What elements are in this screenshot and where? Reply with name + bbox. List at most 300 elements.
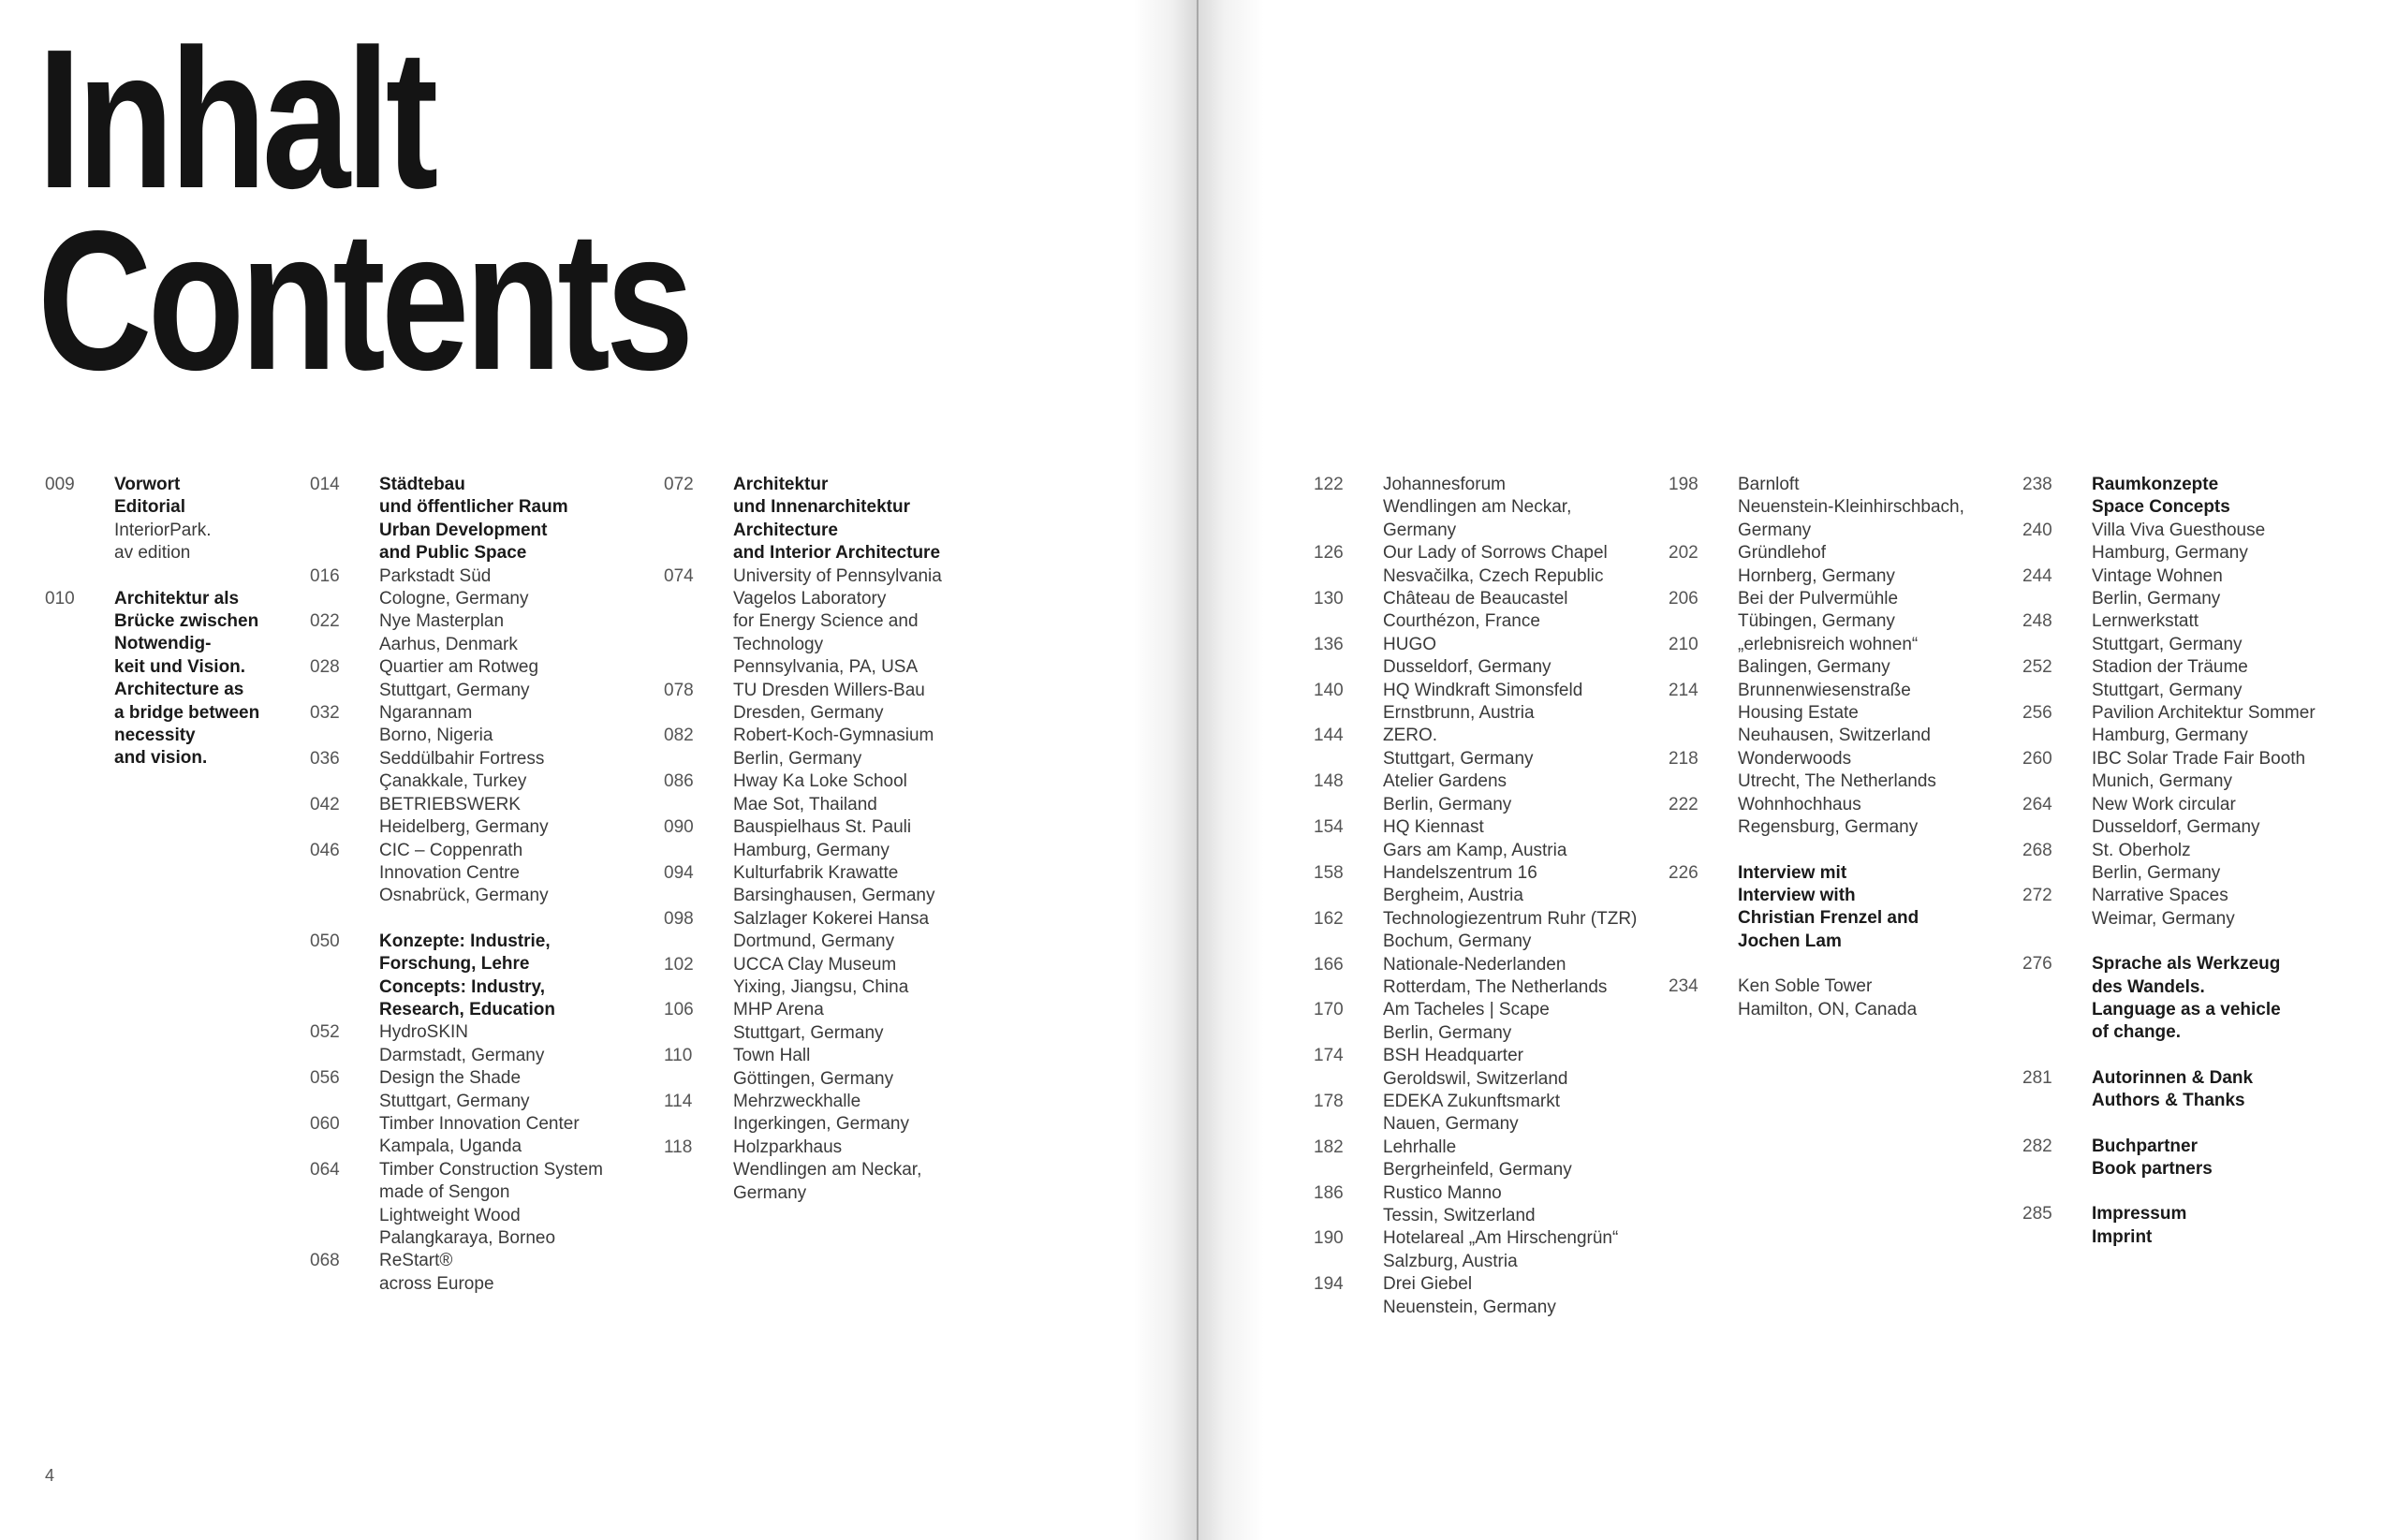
toc-entry-text xyxy=(1383,588,1568,634)
toc-entry xyxy=(2022,565,2316,611)
toc-entry-line: BETRIEBSWERK xyxy=(379,794,521,814)
toc-entry-page-number: 050 xyxy=(310,931,340,951)
toc-entry-text xyxy=(2092,1203,2186,1249)
toc-entry-line: Dortmund, Germany xyxy=(733,931,895,952)
toc-entry-text xyxy=(1738,588,1898,634)
toc-entry-line: Wonderwoods xyxy=(1738,748,1852,769)
toc-entry-line: Am Tacheles | Scape xyxy=(1383,1000,1550,1020)
toc-entry-text xyxy=(2092,1067,2253,1113)
toc-column-2 xyxy=(310,474,603,1296)
toc-entry xyxy=(664,999,942,1045)
toc-entry-line: Hornberg, Germany xyxy=(1738,565,1895,586)
toc-entry-line: Town Hall xyxy=(733,1046,811,1066)
toc-entry-text xyxy=(379,840,549,908)
toc-entry-page-number: 022 xyxy=(310,611,340,632)
toc-entry xyxy=(1314,634,1637,680)
toc-entry-page-number: 174 xyxy=(1314,1046,1344,1066)
toc-entry xyxy=(664,565,942,680)
toc-entry-heading-line: Notwendig- xyxy=(114,634,212,654)
title-line-german: Inhalt xyxy=(37,7,434,229)
toc-entry-text xyxy=(1383,725,1534,770)
toc-entry-heading-line: Imprint xyxy=(2092,1226,2153,1247)
toc-entry xyxy=(2022,794,2316,840)
toc-entry-line: Weimar, Germany xyxy=(2092,908,2235,929)
toc-entry-line: av edition xyxy=(114,543,191,564)
toc-entry-page-number: 009 xyxy=(45,475,75,494)
toc-entry-page-number: 276 xyxy=(2022,954,2052,975)
toc-entry-page-number: 206 xyxy=(1669,589,1698,609)
toc-entry-line: Stuttgart, Germany xyxy=(379,680,530,700)
toc-entry-page-number: 256 xyxy=(2022,703,2052,724)
toc-entry-page-number: 072 xyxy=(664,475,694,494)
toc-entry-page-number: 170 xyxy=(1314,1000,1344,1020)
toc-entry-text xyxy=(379,1159,603,1251)
toc-entry xyxy=(2022,1067,2316,1113)
toc-entry-heading-line: Konzepte: Industrie, xyxy=(379,931,551,951)
toc-entry-text xyxy=(2092,520,2265,565)
toc-entry-text xyxy=(379,656,538,702)
toc-entry-line: HQ Kiennast xyxy=(1383,817,1484,838)
toc-entry-line: Borno, Nigeria xyxy=(379,726,493,746)
toc-entry xyxy=(1314,474,1637,542)
toc-entry-page-number: 268 xyxy=(2022,840,2052,860)
toc-entry-line: Bergheim, Austria xyxy=(1383,886,1523,906)
toc-entry-page-number: 060 xyxy=(310,1113,340,1134)
toc-entry-page-number: 162 xyxy=(1314,908,1344,929)
toc-entry-text xyxy=(1383,999,1550,1045)
toc-entry-line: Timber Innovation Center xyxy=(379,1113,580,1134)
toc-entry-line: Robert-Koch-Gymnasium xyxy=(733,726,934,746)
toc-entry xyxy=(2022,1136,2316,1181)
toc-column-6 xyxy=(2022,474,2316,1249)
toc-entry-line: Yixing, Jiangsu, China xyxy=(733,976,909,997)
toc-entry-text xyxy=(379,1113,580,1159)
toc-entry xyxy=(1669,474,1964,542)
toc-entry-page-number: 140 xyxy=(1314,680,1344,700)
toc-entry xyxy=(310,610,603,656)
toc-entry-text xyxy=(733,474,940,565)
toc-entry xyxy=(310,1159,603,1251)
toc-entry-page-number: 010 xyxy=(45,588,75,609)
toc-entry-page-number: 248 xyxy=(2022,611,2052,632)
toc-entry-line: CIC – Coppenrath xyxy=(379,840,523,860)
toc-entry-line: BSH Headquarter xyxy=(1383,1046,1523,1066)
toc-entry-page-number: 218 xyxy=(1669,748,1698,769)
toc-entry-page-number: 264 xyxy=(2022,794,2052,814)
toc-entry-line: UCCA Clay Museum xyxy=(733,954,897,975)
toc-entry-text xyxy=(1383,816,1566,862)
toc-entry-line: Housing Estate xyxy=(1738,703,1859,724)
toc-entry xyxy=(2022,474,2316,520)
toc-entry-line: Mehrzweckhalle xyxy=(733,1091,861,1111)
toc-entry xyxy=(1669,542,1964,588)
toc-entry-line: Wendlingen am Neckar, xyxy=(1383,497,1572,518)
toc-entry-line: Salzlager Kokerei Hansa xyxy=(733,908,930,929)
toc-entry-line: Atelier Gardens xyxy=(1383,771,1507,792)
toc-entry-line: Stuttgart, Germany xyxy=(2092,680,2243,700)
toc-entry-page-number: 282 xyxy=(2022,1136,2052,1156)
toc-entry xyxy=(664,862,942,908)
toc-entry xyxy=(1669,748,1964,794)
toc-entry xyxy=(1314,954,1637,1000)
toc-entry-heading-line: Architektur xyxy=(733,475,829,494)
toc-entry-line: Barsinghausen, Germany xyxy=(733,886,935,906)
toc-entry-text xyxy=(733,565,942,680)
toc-entry-text xyxy=(1738,794,1918,840)
toc-entry-line: Ken Soble Tower xyxy=(1738,976,1873,997)
toc-entry-line: Hamburg, Germany xyxy=(2092,543,2248,564)
toc-entry xyxy=(310,748,603,794)
toc-entry-line: Design the Shade xyxy=(379,1068,522,1089)
toc-entry xyxy=(310,656,603,702)
toc-entry xyxy=(664,680,942,726)
toc-entry-line: Gründlehof xyxy=(1738,543,1827,564)
toc-entry-page-number: 046 xyxy=(310,840,340,860)
toc-entry xyxy=(2022,840,2316,886)
toc-entry-line: Berlin, Germany xyxy=(2092,589,2221,609)
toc-entry-line: across Europe xyxy=(379,1273,494,1294)
toc-entry-text xyxy=(379,1250,494,1296)
toc-entry-heading-line: Language as a vehicle xyxy=(2092,999,2281,1019)
toc-entry-text xyxy=(2092,474,2230,520)
toc-entry xyxy=(664,474,942,565)
toc-entry-line: Salzburg, Austria xyxy=(1383,1251,1518,1271)
toc-entry-page-number: 126 xyxy=(1314,543,1344,564)
toc-entry-line: Mae Sot, Thailand xyxy=(733,794,877,814)
toc-entry-page-number: 234 xyxy=(1669,976,1698,997)
toc-entry-line: Kampala, Uganda xyxy=(379,1137,522,1157)
toc-entry xyxy=(310,1250,603,1296)
toc-entry xyxy=(1314,862,1637,908)
toc-entry-page-number: 222 xyxy=(1669,794,1698,814)
toc-entry-line: Nauen, Germany xyxy=(1383,1114,1519,1135)
page-title xyxy=(37,7,690,411)
toc-entry-page-number: 238 xyxy=(2022,475,2052,494)
toc-entry-heading-line: Urban Development xyxy=(379,520,548,540)
toc-entry xyxy=(310,1021,603,1067)
toc-entry-line: for Energy Science and xyxy=(733,611,919,632)
toc-entry-page-number: 042 xyxy=(310,794,340,814)
toc-entry-heading-line: and Public Space xyxy=(379,543,527,564)
toc-entry-line: HQ Windkraft Simonsfeld xyxy=(1383,680,1583,700)
toc-entry-text xyxy=(114,588,259,770)
toc-entry-text xyxy=(1383,680,1582,726)
toc-entry-page-number: 068 xyxy=(310,1251,340,1271)
toc-entry-heading-line: und Innenarchitektur xyxy=(733,497,910,518)
toc-entry-line: Ernstbrunn, Austria xyxy=(1383,703,1535,724)
toc-entry-heading-line: Interview mit xyxy=(1738,862,1847,883)
toc-entry-heading-line: Autorinnen & Dank xyxy=(2092,1067,2254,1088)
toc-entry-line: Neuhausen, Switzerland xyxy=(1738,726,1931,746)
toc-entry-line: Drei Giebel xyxy=(1383,1274,1473,1295)
toc-entry-line: Tübingen, Germany xyxy=(1738,611,1895,632)
toc-entry-heading-line: necessity xyxy=(114,726,196,746)
toc-entry xyxy=(1314,770,1637,816)
toc-entry xyxy=(1314,999,1637,1045)
toc-entry-text xyxy=(379,748,544,794)
toc-entry-line: Gars am Kamp, Austria xyxy=(1383,840,1567,860)
toc-entry-page-number: 052 xyxy=(310,1022,340,1043)
toc-entry-page-number: 144 xyxy=(1314,726,1344,746)
toc-entry-line: Stuttgart, Germany xyxy=(733,1022,884,1043)
toc-entry-heading-line: Space Concepts xyxy=(2092,497,2230,518)
toc-entry-text xyxy=(1383,1091,1560,1137)
toc-entry-line: Dusseldorf, Germany xyxy=(2092,817,2260,838)
toc-entry-line: Dusseldorf, Germany xyxy=(1383,657,1551,678)
toc-entry xyxy=(664,1045,942,1091)
toc-entry xyxy=(664,954,942,1000)
toc-entry-text xyxy=(1383,908,1637,954)
toc-entry-text xyxy=(2092,1136,2213,1181)
toc-entry xyxy=(2022,748,2316,794)
toc-entry xyxy=(1314,1182,1637,1228)
toc-entry-line: Geroldswil, Switzerland xyxy=(1383,1068,1568,1089)
toc-column-5 xyxy=(1669,474,1964,1021)
toc-entry xyxy=(1314,1137,1637,1182)
toc-entry-text xyxy=(2092,885,2235,931)
toc-entry-page-number: 281 xyxy=(2022,1067,2052,1088)
toc-entry-text xyxy=(733,725,934,770)
toc-entry-heading-line: Vorwort xyxy=(114,475,181,494)
toc-entry-line: Munich, Germany xyxy=(2092,771,2232,792)
toc-entry xyxy=(1669,794,1964,840)
toc-entry-line: Château de Beaucastel xyxy=(1383,589,1568,609)
toc-entry-page-number: 210 xyxy=(1669,634,1698,654)
toc-entry xyxy=(2022,520,2316,565)
toc-entry-heading-line: Interview with xyxy=(1738,885,1856,905)
toc-entry xyxy=(2022,702,2316,748)
toc-entry xyxy=(2022,953,2316,1045)
toc-entry-page-number: 186 xyxy=(1314,1182,1344,1203)
toc-entry xyxy=(1314,680,1637,726)
toc-entry-line: Timber Construction System xyxy=(379,1159,603,1180)
toc-entry-line: Courthézon, France xyxy=(1383,611,1540,632)
toc-entry xyxy=(1314,816,1637,862)
toc-entry-line: Wendlingen am Neckar, xyxy=(733,1160,922,1181)
gutter-shadow-right xyxy=(1198,0,1264,1540)
toc-entry xyxy=(45,474,259,565)
toc-entry-line: Germany xyxy=(1738,520,1812,540)
toc-entry xyxy=(664,816,942,862)
toc-entry-text xyxy=(1738,474,1964,542)
spine-line xyxy=(1197,0,1198,1540)
toc-entry-page-number: 182 xyxy=(1314,1137,1344,1157)
toc-entry-text xyxy=(2092,702,2316,748)
toc-entry-text xyxy=(379,1021,544,1067)
toc-entry-heading-line: Buchpartner xyxy=(2092,1136,2198,1156)
toc-entry xyxy=(1314,588,1637,634)
toc-entry-text xyxy=(1383,542,1608,588)
toc-entry-line: Handelszentrum 16 xyxy=(1383,862,1537,883)
toc-entry-page-number: 272 xyxy=(2022,886,2052,906)
toc-entry xyxy=(1669,588,1964,634)
toc-entry-line: Pennsylvania, PA, USA xyxy=(733,657,919,678)
toc-entry xyxy=(664,725,942,770)
toc-entry-line: Hway Ka Loke School xyxy=(733,771,907,792)
toc-entry-text xyxy=(1383,1273,1556,1319)
toc-entry-text xyxy=(733,680,925,726)
toc-entry-line: Tessin, Switzerland xyxy=(1383,1206,1536,1225)
toc-entry-line: University of Pennsylvania xyxy=(733,565,942,586)
toc-entry xyxy=(1314,908,1637,954)
toc-entry-line: Osnabrück, Germany xyxy=(379,886,549,906)
toc-entry-heading-line: Book partners xyxy=(2092,1158,2213,1179)
toc-entry-heading-line: Raumkonzepte xyxy=(2092,475,2219,494)
toc-entry-page-number: 064 xyxy=(310,1159,340,1180)
toc-entry-page-number: 130 xyxy=(1314,589,1344,609)
toc-entry-line: Lernwerkstatt xyxy=(2092,611,2199,632)
toc-entry-heading-line: Research, Education xyxy=(379,999,555,1019)
toc-entry-page-number: 102 xyxy=(664,954,694,975)
toc-entry-page-number: 110 xyxy=(664,1046,693,1066)
toc-entry-text xyxy=(2092,656,2248,702)
toc-entry-text xyxy=(733,1137,921,1205)
toc-entry-line: Lightweight Wood xyxy=(379,1205,521,1225)
toc-entry-line: Neuenstein-Kleinhirschbach, xyxy=(1738,497,1964,518)
toc-entry-line: InteriorPark. xyxy=(114,520,212,540)
toc-entry-heading-line: a bridge between xyxy=(114,702,260,723)
toc-entry-line: Barnloft xyxy=(1738,475,1800,494)
toc-entry-line: Rotterdam, The Netherlands xyxy=(1383,976,1608,997)
toc-entry-line: made of Sengon xyxy=(379,1182,510,1203)
toc-entry-line: Heidelberg, Germany xyxy=(379,817,549,838)
toc-entry-page-number: 244 xyxy=(2022,565,2052,586)
toc-entry-line: Dresden, Germany xyxy=(733,703,884,724)
toc-entry-page-number: 036 xyxy=(310,748,340,769)
toc-entry xyxy=(1314,1227,1637,1273)
toc-entry-page-number: 032 xyxy=(310,703,340,724)
toc-entry-line: ZERO. xyxy=(1383,726,1438,746)
toc-entry-line: Stuttgart, Germany xyxy=(379,1091,530,1111)
toc-entry-line: Nationale-Nederlanden xyxy=(1383,954,1566,975)
toc-entry-page-number: 136 xyxy=(1314,634,1344,654)
toc-entry-page-number: 202 xyxy=(1669,543,1698,564)
toc-entry-text xyxy=(1738,748,1936,794)
toc-entry-line: Bergrheinfeld, Germany xyxy=(1383,1160,1572,1181)
toc-entry xyxy=(1314,1045,1637,1091)
toc-entry-text xyxy=(1738,542,1895,588)
toc-entry-heading-line: Jochen Lam xyxy=(1738,931,1842,951)
toc-entry-line: Technology xyxy=(733,634,824,654)
toc-entry-page-number: 106 xyxy=(664,1000,694,1020)
toc-entry-line: Utrecht, The Netherlands xyxy=(1738,771,1936,792)
toc-entry xyxy=(310,931,603,1022)
toc-entry-text xyxy=(1383,1137,1572,1182)
toc-entry-text xyxy=(1738,862,1919,954)
toc-entry xyxy=(2022,1203,2316,1249)
toc-entry-heading-line: Editorial xyxy=(114,497,186,518)
toc-entry-line: Darmstadt, Germany xyxy=(379,1045,545,1065)
toc-entry-page-number: 028 xyxy=(310,657,340,678)
toc-entry-line: Vintage Wohnen xyxy=(2092,565,2223,586)
toc-entry-text xyxy=(733,862,934,908)
toc-entry-line: Regensburg, Germany xyxy=(1738,817,1919,838)
toc-entry-text xyxy=(1383,634,1551,680)
toc-entry-page-number: 014 xyxy=(310,475,340,494)
toc-entry-page-number: 178 xyxy=(1314,1091,1344,1111)
toc-entry xyxy=(2022,610,2316,656)
toc-entry xyxy=(664,770,942,816)
right-page xyxy=(1198,0,2397,1540)
toc-entry xyxy=(310,474,603,565)
toc-entry-line: Göttingen, Germany xyxy=(733,1068,894,1089)
toc-entry-line: Bei der Pulvermühle xyxy=(1738,589,1899,609)
toc-entry xyxy=(664,1137,942,1205)
toc-entry-line: Wohnhochhaus xyxy=(1738,794,1861,814)
toc-entry-line: IBC Solar Trade Fair Booth xyxy=(2092,748,2306,769)
toc-entry-line: Pavilion Architektur Sommer xyxy=(2092,703,2316,724)
left-page xyxy=(0,0,1198,1540)
title-line-english: Contents xyxy=(37,189,690,411)
toc-entry-page-number: 090 xyxy=(664,817,694,838)
toc-entry-line: Our Lady of Sorrows Chapel xyxy=(1383,543,1608,564)
toc-entry-heading-line: and Interior Architecture xyxy=(733,543,941,564)
toc-entry-line: Berlin, Germany xyxy=(1383,1022,1512,1043)
toc-entry-line: Nesvačilka, Czech Republic xyxy=(1383,565,1604,586)
toc-entry-text xyxy=(1383,1182,1536,1228)
toc-entry xyxy=(2022,656,2316,702)
toc-entry-line: Narrative Spaces xyxy=(2092,886,2228,906)
toc-entry-heading-line: Architecture xyxy=(733,520,838,540)
toc-entry xyxy=(45,588,259,770)
toc-entry-heading-line: Forschung, Lehre xyxy=(379,954,530,975)
toc-entry-line: Ingerkingen, Germany xyxy=(733,1114,909,1135)
toc-entry xyxy=(664,908,942,954)
toc-entry-line: Quartier am Rotweg xyxy=(379,657,539,678)
toc-entry-text xyxy=(1383,1227,1618,1273)
toc-entry-page-number: 114 xyxy=(664,1091,693,1111)
toc-entry-text xyxy=(379,565,528,611)
toc-entry xyxy=(1669,680,1964,748)
toc-entry-text xyxy=(733,999,884,1045)
toc-entry-page-number: 190 xyxy=(1314,1228,1344,1249)
toc-entry-page-number: 214 xyxy=(1669,680,1698,700)
toc-entry-page-number: 252 xyxy=(2022,657,2052,678)
toc-entry-line: Seddülbahir Fortress xyxy=(379,748,545,769)
toc-entry-page-number: 016 xyxy=(310,565,340,586)
toc-entry-text xyxy=(733,1091,909,1137)
toc-entry-line: Hamburg, Germany xyxy=(733,840,890,860)
toc-entry-heading-line: and vision. xyxy=(114,748,208,769)
toc-entry-page-number: 086 xyxy=(664,771,694,792)
toc-entry-line: Technologiezentrum Ruhr (TZR) xyxy=(1383,908,1638,929)
toc-column-4 xyxy=(1314,474,1637,1319)
toc-entry-heading-line: des Wandels. xyxy=(2092,976,2205,997)
toc-entry xyxy=(1669,862,1964,954)
toc-entry-line: Neuenstein, Germany xyxy=(1383,1297,1556,1317)
toc-entry-text xyxy=(733,770,907,816)
toc-entry-text xyxy=(1383,474,1571,542)
toc-entry xyxy=(1669,975,1964,1021)
toc-entry-heading-line: Christian Frenzel and xyxy=(1738,908,1919,929)
toc-entry xyxy=(1314,1091,1637,1137)
toc-entry-text xyxy=(1738,975,1917,1021)
toc-entry-text xyxy=(1383,954,1607,1000)
toc-entry xyxy=(1314,725,1637,770)
toc-entry-text xyxy=(1383,770,1511,816)
toc-entry-line: EDEKA Zukunftsmarkt xyxy=(1383,1091,1561,1111)
toc-column-1 xyxy=(45,474,259,770)
toc-entry-page-number: 285 xyxy=(2022,1204,2052,1225)
toc-entry-line: Palangkaraya, Borneo xyxy=(379,1228,556,1248)
toc-entry xyxy=(664,1091,942,1137)
toc-entry-line: TU Dresden Willers-Bau xyxy=(733,680,925,700)
toc-entry-text xyxy=(733,1045,893,1091)
toc-entry xyxy=(310,840,603,908)
toc-entry-line: Ngarannam xyxy=(379,703,473,724)
toc-entry-page-number: 118 xyxy=(664,1137,693,1157)
toc-entry-line: „erlebnisreich wohnen“ xyxy=(1738,634,1919,654)
